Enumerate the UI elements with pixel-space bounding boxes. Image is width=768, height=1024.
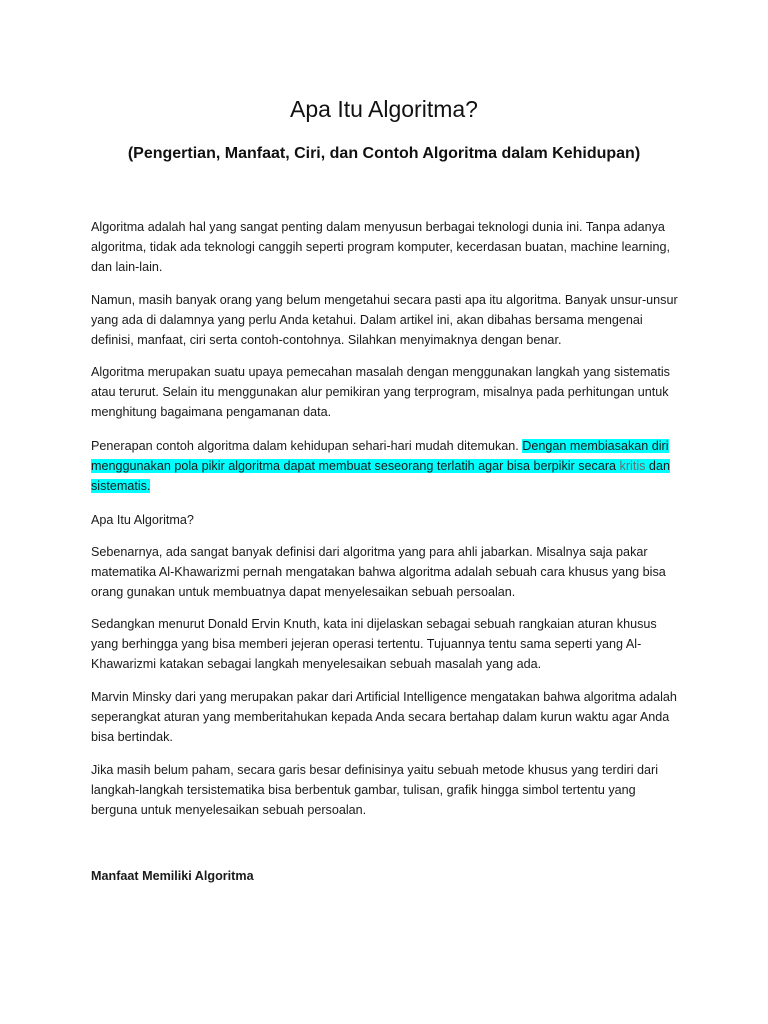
intro-paragraph-3: Algoritma merupakan suatu upaya pemecahan masalah dengan menggunakan langkah yang sistematis atau terurut. Selain itu menggunakan alur pemikiran yang terprogram, misalnya pada perhitungan untuk menghitung bagaimana pengamanan data. — [91, 365, 670, 419]
section-heading-manfaat: Manfaat Memiliki Algoritma — [91, 869, 254, 883]
definition-paragraph-4: Jika masih belum paham, secara garis besar definisinya yaitu sebuah metode khusus yang terdiri dari langkah-langkah tersistematika bisa berbentuk gambar, tulisan, grafik hingga simbol tertentu yang berguna untuk menyelesaikan sebuah persoalan. — [91, 763, 659, 817]
definition-paragraph-2: Sedangkan menurut Donald Ervin Knuth, kata ini dijelaskan sebagai sebuah rangkaian aturan khusus yang berhingga yang bisa memberi jejeran operasi tertentu. Tujuannya tentu sama seperti yang Al-Khawarizmi katakan sebagai langkah menyelesaikan sebuah masalah yang ada. — [91, 617, 657, 671]
section-heading-apa-itu: Apa Itu Algoritma? — [91, 513, 194, 527]
intro-paragraph-1: Algoritma adalah hal yang sangat penting dalam menyusun berbagai teknologi dunia ini. Tanpa adanya algoritma, tidak ada teknologi canggih seperti program komputer, kecerdasan buatan, machine learning, dan lain-lain. — [91, 220, 670, 274]
document-subtitle: (Pengertian, Manfaat, Ciri, dan Contoh Algoritma dalam Kehidupan) — [127, 145, 641, 162]
definition-paragraph-3: Marvin Minsky dari yang merupakan pakar dari Artificial Intelligence mengatakan bahwa algoritma adalah seperangkat aturan yang memberitahukan kepada Anda secara bertahap dalam kurun waktu agar Anda bisa bertindak. — [91, 690, 677, 744]
definition-paragraph-1: Sebenarnya, ada sangat banyak definisi dari algoritma yang para ahli jabarkan. Misalnya saja pakar matematika Al-Khawarizmi pernah mengatakan bahwa algoritma adalah sebuah cara khusus yang bisa orang gunakan untuk membuatnya dapat menyelesaikan sebuah persoalan. — [91, 545, 666, 599]
document-title: Apa Itu Algoritma? — [290, 96, 478, 122]
highlighted-text: Dengan membiasakan diri menggunakan pola pikir algoritma dapat membuat seseorang terlatih agar bisa berpikir secara — [91, 439, 669, 473]
highlight-paragraph — [91, 436, 681, 496]
highlighted-word: kritis — [619, 459, 646, 473]
highlighted-text-end: dan sistematis. — [91, 459, 670, 493]
highlight-paragraph-plain: Penerapan contoh algoritma dalam kehidupan sehari-hari mudah ditemukan. — [91, 439, 523, 453]
intro-paragraph-2: Namun, masih banyak orang yang belum mengetahui secara pasti apa itu algoritma. Banyak unsur-unsur yang ada di dalamnya yang perlu Anda ketahui. Dalam artikel ini, akan dibahas bersama mengenai definisi, manfaat, ciri serta contoh-contohnya. Silahkan menyimaknya dengan benar. — [91, 293, 678, 347]
